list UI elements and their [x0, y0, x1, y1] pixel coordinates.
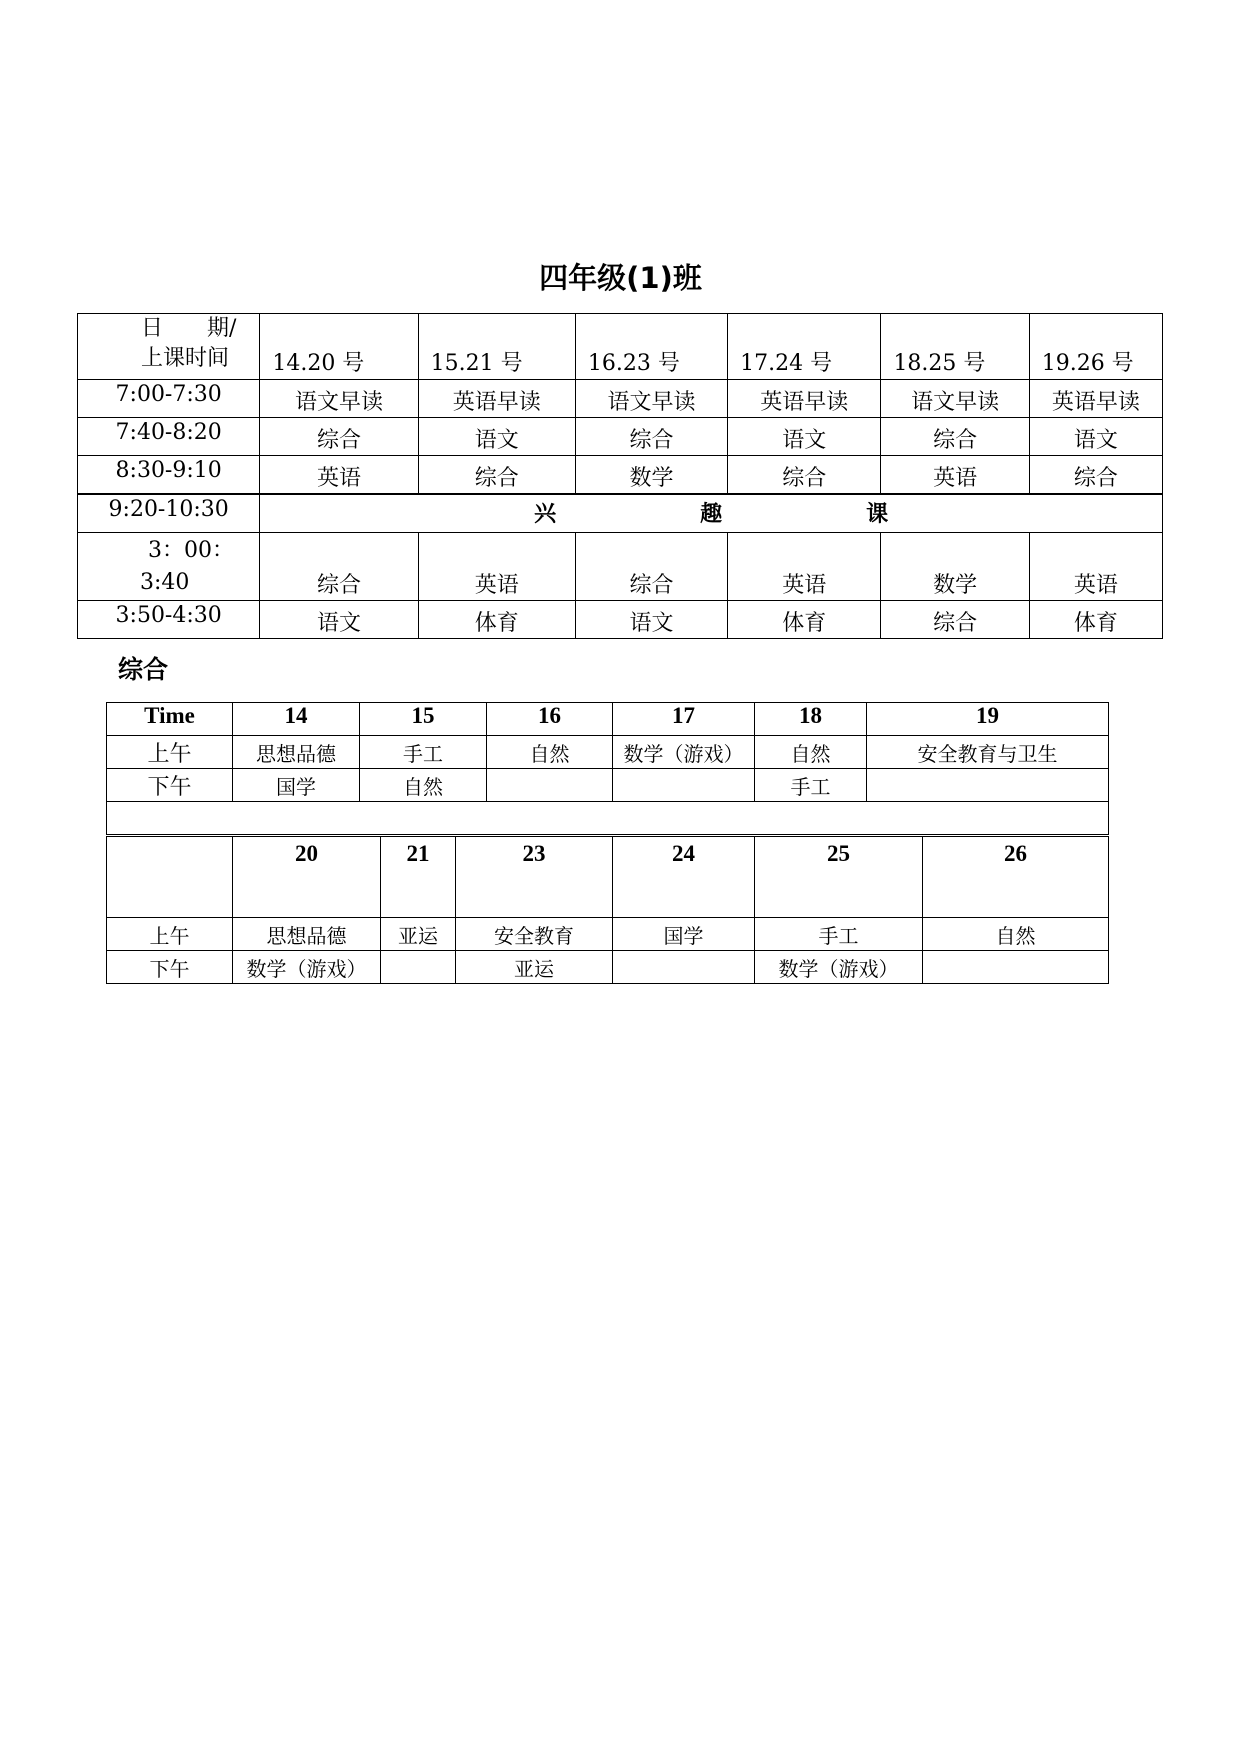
subject-cell: 语文: [260, 601, 418, 639]
zonghe-header-cell: 14: [233, 703, 360, 736]
subject-cell: 综合: [881, 601, 1029, 639]
time-slot-cell: [78, 533, 260, 601]
subject-cell: 综合: [418, 456, 575, 494]
subject-cell: 体育: [1029, 601, 1162, 639]
date-header-cell: 18.25 号: [881, 314, 1029, 380]
period-cell: 上午: [107, 918, 233, 951]
zonghe-cell: 自然: [923, 918, 1109, 951]
zonghe-cell: 国学: [233, 769, 360, 802]
time-slot-cell: 7:40-8:20: [78, 418, 260, 456]
zonghe-header-cell: Time: [107, 703, 233, 736]
zonghe-header-cell: 17: [613, 703, 755, 736]
date-time-header-cell: [78, 314, 260, 380]
interest-class-char: 趣: [700, 502, 723, 528]
time-slot-cell: 7:00-7:30: [78, 380, 260, 418]
subject-cell: 英语: [881, 456, 1029, 494]
zonghe-cell: 安全教育: [456, 918, 613, 951]
date-label: 日 期/: [141, 316, 237, 341]
zonghe-cell: 自然: [755, 736, 867, 769]
period-cell: 下午: [107, 951, 233, 984]
zonghe-header-cell: 19: [867, 703, 1109, 736]
subject-cell: 语文: [575, 601, 727, 639]
subject-cell: 语文早读: [575, 380, 727, 418]
zonghe-cell: 亚运: [456, 951, 613, 984]
time-slot-cell: 9:20-10:30: [78, 494, 260, 533]
zonghe-schedule-week1: [106, 702, 1109, 835]
zonghe-cell: [613, 951, 755, 984]
time-slot-cell: 8:30-9:10: [78, 456, 260, 494]
zonghe-row: [107, 918, 1109, 951]
date-header-cell: 17.24 号: [728, 314, 881, 380]
class-schedule-table: [77, 313, 1163, 639]
zonghe-header-cell: 23: [456, 837, 613, 918]
zonghe-spacer-row: [107, 802, 1109, 835]
subject-cell: 综合: [575, 418, 727, 456]
subject-cell: 英语: [418, 533, 575, 601]
schedule-row: [78, 418, 1163, 456]
subject-cell: 英语早读: [1029, 380, 1162, 418]
subject-cell: 综合: [575, 533, 727, 601]
zonghe-header-row: [107, 837, 1109, 918]
zonghe-cell: 思想品德: [233, 736, 360, 769]
zonghe-cell: 手工: [755, 918, 923, 951]
subject-cell: 数学: [881, 533, 1029, 601]
subject-cell: 体育: [728, 601, 881, 639]
zonghe-cell: 国学: [613, 918, 755, 951]
subject-cell: 数学: [575, 456, 727, 494]
subject-cell: 英语早读: [728, 380, 881, 418]
schedule-row: [78, 601, 1163, 639]
subject-cell: 综合: [881, 418, 1029, 456]
interest-class-char: 课: [866, 502, 889, 528]
subject-cell: 综合: [728, 456, 881, 494]
zonghe-cell: 数学（游戏）: [755, 951, 923, 984]
zonghe-header-row: [107, 703, 1109, 736]
subject-cell: 英语: [728, 533, 881, 601]
zonghe-cell: 数学（游戏）: [233, 951, 381, 984]
zonghe-cell: 数学（游戏）: [613, 736, 755, 769]
subject-cell: 语文: [418, 418, 575, 456]
zonghe-cell: 手工: [360, 736, 487, 769]
date-header-cell: 14.20 号: [260, 314, 418, 380]
zonghe-header-cell: 18: [755, 703, 867, 736]
subject-cell: 英语: [260, 456, 418, 494]
time-slot-line: 3：00：: [148, 538, 234, 563]
zonghe-cell: 手工: [755, 769, 867, 802]
interest-class-cell: [260, 494, 1163, 533]
zonghe-cell: 亚运: [381, 918, 456, 951]
zonghe-cell: 安全教育与卫生: [867, 736, 1109, 769]
schedule-row: [78, 456, 1163, 494]
subject-cell: 语文: [1029, 418, 1162, 456]
zonghe-cell: [923, 951, 1109, 984]
subject-cell: 体育: [418, 601, 575, 639]
zonghe-header-cell: 16: [487, 703, 613, 736]
subject-cell: 语文: [728, 418, 881, 456]
date-header-cell: 19.26 号: [1029, 314, 1162, 380]
time-slot-line: 3:40: [140, 570, 190, 595]
schedule-header-row: [78, 314, 1163, 380]
schedule-row: [78, 380, 1163, 418]
subject-cell: 综合: [1029, 456, 1162, 494]
zonghe-cell: [867, 769, 1109, 802]
zonghe-cell: 思想品德: [233, 918, 381, 951]
zonghe-row: [107, 951, 1109, 984]
zonghe-cell: [381, 951, 456, 984]
class-time-label: 上课时间: [141, 346, 230, 371]
interest-class-char: 兴: [534, 502, 557, 528]
zonghe-row: [107, 769, 1109, 802]
section-title: 综合: [118, 655, 169, 684]
date-header-cell: 16.23 号: [575, 314, 727, 380]
subject-cell: 英语早读: [418, 380, 575, 418]
interest-class-row: [78, 494, 1163, 533]
spacer-cell: [107, 802, 1109, 835]
subject-cell: 英语: [1029, 533, 1162, 601]
zonghe-header-cell: [107, 837, 233, 918]
subject-cell: 语文早读: [881, 380, 1029, 418]
page-title: 四年级(1)班: [539, 261, 702, 295]
time-slot-cell: 3:50-4:30: [78, 601, 260, 639]
zonghe-header-cell: 26: [923, 837, 1109, 918]
zonghe-row: [107, 736, 1109, 769]
zonghe-cell: [487, 769, 613, 802]
date-header-cell: 15.21 号: [418, 314, 575, 380]
subject-cell: 综合: [260, 533, 418, 601]
zonghe-cell: [613, 769, 755, 802]
zonghe-header-cell: 15: [360, 703, 487, 736]
zonghe-header-cell: 21: [381, 837, 456, 918]
subject-cell: 语文早读: [260, 380, 418, 418]
zonghe-header-cell: 24: [613, 837, 755, 918]
zonghe-cell: 自然: [487, 736, 613, 769]
zonghe-schedule-week2: [106, 836, 1109, 984]
period-cell: 下午: [107, 769, 233, 802]
subject-cell: 综合: [260, 418, 418, 456]
zonghe-header-cell: 25: [755, 837, 923, 918]
schedule-row: [78, 533, 1163, 601]
period-cell: 上午: [107, 736, 233, 769]
zonghe-cell: 自然: [360, 769, 487, 802]
zonghe-header-cell: 20: [233, 837, 381, 918]
